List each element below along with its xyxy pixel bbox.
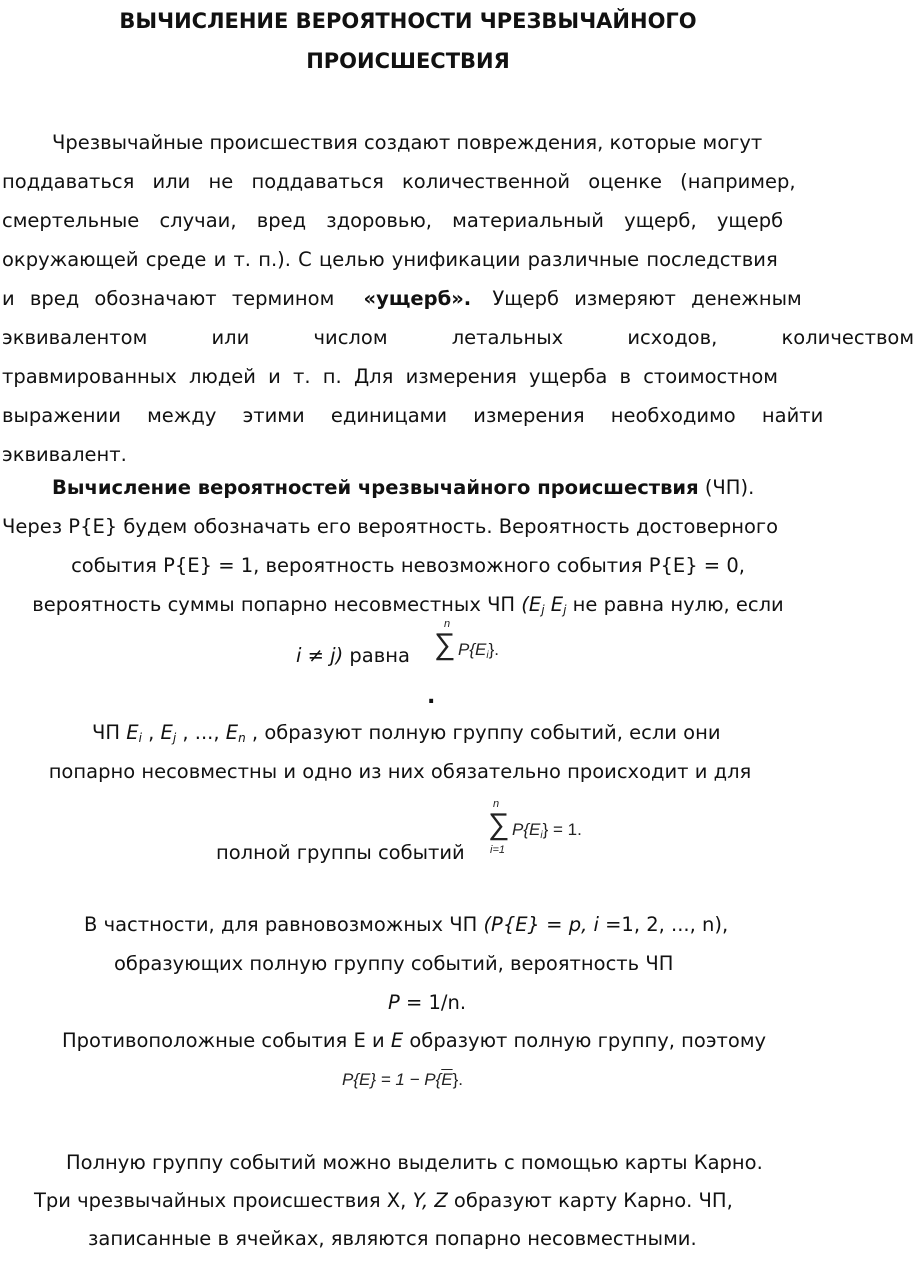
event-e1: E: [126, 721, 139, 744]
p6-l2-c: образуют карту Карно. ЧП,: [447, 1189, 733, 1212]
p2-l5-equals: равна: [343, 644, 410, 667]
paragraph-2-line-1: [52, 475, 868, 501]
paragraph-1-line-6: эквивалентом или числом летальных исходов, количеством: [2, 326, 914, 349]
sum2-body-text: P{E: [512, 820, 541, 839]
p3-sep1: ,: [141, 721, 161, 744]
event-e2-sub: j: [172, 731, 177, 745]
paragraph-1-line-1: [2, 130, 812, 156]
paragraph-4-line-2: образующих полную группу событий, вероятность ЧП: [114, 952, 674, 975]
sum2-lower-limit: i=1: [490, 844, 505, 856]
p2-l4-sub1: j: [541, 603, 545, 617]
p3-l1-b: , образуют полную группу событий, если они: [245, 721, 721, 744]
p2-l4-d: E: [544, 593, 564, 616]
event-e2: E: [160, 721, 173, 744]
sum2-body-tail: } = 1.: [542, 820, 582, 839]
p2-l5-cond: i ≠ j): [296, 644, 344, 667]
paragraph-3-line-2: попарно несовместны и одно из них обязательно происходит и для: [48, 760, 752, 783]
paragraph-6-line-2: [34, 1188, 733, 1214]
sum-body-sub: i: [486, 650, 489, 661]
formula-complement: [342, 1070, 463, 1090]
paragraph-1-line-4: окружающей среде и т. п.). С целью унификации различные последствия: [2, 248, 778, 271]
sum2-body-sub: i: [540, 830, 543, 841]
paragraph-2-line-2: Через P{E} будем обозначать его вероятность. Вероятность достоверного: [2, 515, 779, 538]
p4-l3-rest: = 1/n.: [399, 991, 467, 1014]
p4-l1-a: В частности, для равновозможных ЧП: [84, 913, 484, 936]
paragraph-2-line-3: события P{E} = 1, вероятность невозможного события P{E} = 0,: [71, 554, 745, 577]
p5-l1-a: Противоположные события Е и: [62, 1029, 391, 1052]
sigma2-symbol: ∑: [488, 808, 510, 841]
paragraph-2-line-4: [0, 592, 816, 623]
p5-l1-c: образуют полную группу, поэтому: [403, 1029, 767, 1052]
paragraph-4-line-1: [84, 912, 728, 938]
paragraph-1-line-8: выражении между этими единицами измерения необходимо найти: [2, 404, 824, 427]
p4-l1-b: (P{E} = p, i =: [483, 913, 622, 936]
p2-l1-rest: (ЧП).: [698, 476, 755, 499]
complement-left: P{E} = 1 − P{: [342, 1070, 442, 1089]
p6-l2-yz: Y, Z: [412, 1189, 448, 1212]
p5-l1-e: E: [390, 1029, 404, 1052]
term-damage: «ущерб».: [363, 287, 472, 310]
paragraph-5-line-1: [62, 1028, 766, 1054]
standalone-dot: .: [427, 684, 436, 709]
p1-text: Чрезвычайные происшествия создают повреждения, которые могут: [52, 131, 763, 154]
complement-right: }.: [452, 1070, 464, 1089]
paragraph-1-line-9: эквивалент.: [2, 443, 127, 466]
p6-l2-a: Три чрезвычайных происшествия X,: [34, 1189, 413, 1212]
p4-l3-p: P: [388, 991, 400, 1014]
p3-l1-a: ЧП: [92, 721, 127, 744]
sum-body-text: P{E: [458, 640, 487, 659]
paragraph-4-line-3: [388, 990, 466, 1016]
paragraph-6-line-3: записанные в ячейках, являются попарно несовместными.: [88, 1227, 697, 1250]
p4-l1-c: 1, 2, ..., n),: [621, 913, 729, 936]
sum-upper-limit: n: [444, 618, 451, 630]
sum2-body: [512, 820, 582, 841]
paragraph-1-line-3: смертельные случаи, вред здоровью, материальный ущерб, ущерб: [2, 209, 784, 232]
section-heading: Вычисление вероятностей чрезвычайного происшествия: [52, 476, 699, 499]
paragraph-1-line-5: [2, 286, 818, 312]
p2-l4-f: не равна нулю, если: [566, 593, 784, 616]
paragraph-2-line-5: [296, 643, 410, 669]
complement-bar-e: $\overline{E}$: [441, 1070, 453, 1089]
paragraph-1-line-7: травмированных людей и т. п. Для измерения ущерба в стоимостном: [2, 365, 778, 388]
formula-sum-probabilities: [434, 618, 534, 668]
paragraph-1-line-2: поддаваться или не поддаваться количественной оценке (например,: [2, 170, 796, 193]
sum2-upper-limit: n: [493, 798, 500, 810]
event-e1-sub: i: [138, 731, 142, 745]
p1-l5-c: Ущерб измеряют денежным: [492, 287, 802, 310]
title-line-1: ВЫЧИСЛЕНИЕ ВЕРОЯТНОСТИ ЧРЕЗВЫЧАЙНОГО: [119, 9, 697, 33]
event-e3-sub: n: [238, 731, 246, 745]
p3-sep2: , ...,: [176, 721, 226, 744]
paragraph-3-line-3: полной группы событий: [216, 841, 465, 864]
sigma-symbol: ∑: [434, 628, 456, 661]
p2-l4-b: (E: [521, 593, 542, 616]
formula-full-group: [488, 798, 618, 860]
p2-l4-sub2: j: [563, 603, 567, 617]
p1-l5-a: и вред обозначают термином: [2, 287, 335, 310]
paragraph-6-line-1: Полную группу событий можно выделить с помощью карты Карно.: [66, 1151, 763, 1174]
title-line-2: ПРОИСШЕСТВИЯ: [306, 49, 510, 73]
sum-body: [458, 640, 499, 661]
p2-l4-a: вероятность суммы попарно несовместных ЧП: [32, 593, 522, 616]
sum-body-tail: }.: [488, 640, 499, 659]
paragraph-3-line-1: [92, 720, 721, 751]
event-e3: E: [225, 721, 239, 744]
